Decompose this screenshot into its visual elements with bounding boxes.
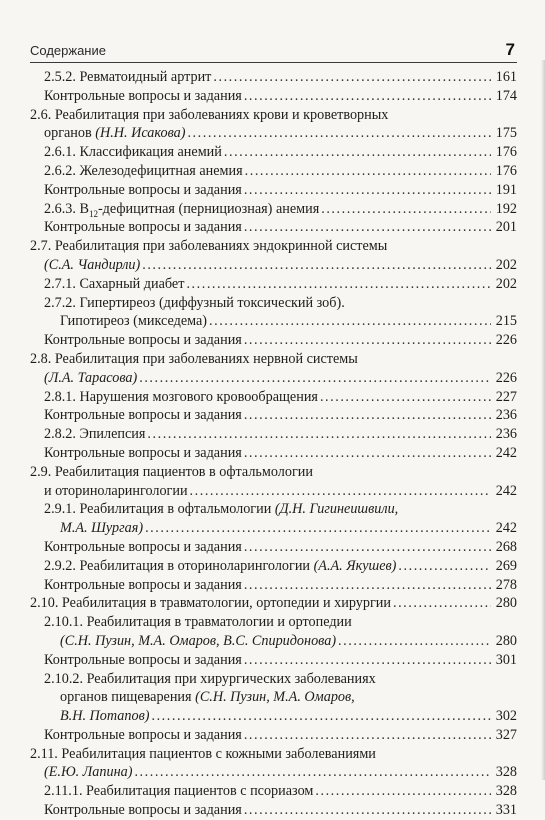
toc-entry xyxy=(30,425,517,444)
toc-entry-authors: (Е.Ю. Лапина) xyxy=(44,764,133,781)
toc-entry xyxy=(30,143,517,162)
toc-entry xyxy=(30,181,517,200)
toc-entry xyxy=(30,200,517,219)
toc-entry-title: Контрольные вопросы и задания xyxy=(44,538,242,555)
toc-entry-title xyxy=(60,519,143,538)
toc-entry-title: 2.6.1. Классификация анемий xyxy=(44,144,222,161)
toc-entry xyxy=(30,726,517,745)
leader-dots xyxy=(393,594,491,613)
page-edge-shadow xyxy=(541,60,545,780)
toc-entry-page: 174 xyxy=(495,87,517,104)
toc-entry-page: 269 xyxy=(495,557,517,574)
toc-entry-authors: (С.А. Чандирли) xyxy=(44,256,141,273)
toc-entry-title: 2.6.2. Железодефицитная анемия xyxy=(44,162,243,179)
toc-entry-page: 215 xyxy=(495,313,517,330)
toc-entry-title: 2.5.2. Ревматоидный артрит xyxy=(44,69,212,85)
leader-dots xyxy=(134,763,491,782)
leader-dots xyxy=(398,557,491,576)
leader-dots xyxy=(244,801,491,820)
toc-entry xyxy=(30,237,517,256)
toc-entry xyxy=(30,688,517,707)
toc-entry-authors: В.Н. Потапов) xyxy=(60,708,150,725)
toc-entry xyxy=(30,294,517,313)
toc-entry-title: 2.6.3. $B_{12}$-дефицитная (пернициозная) анемия xyxy=(44,200,320,219)
leader-dots xyxy=(213,68,491,87)
toc-entry xyxy=(30,275,517,294)
toc-entry xyxy=(30,406,517,425)
leader-dots xyxy=(147,425,491,444)
toc-entry-authors: (С.Н. Пузин, М.А. Омаров, В.С. Спиридонова) xyxy=(60,632,337,649)
leader-dots xyxy=(244,406,491,425)
toc-entry-title: 2.7. Реабилитация при заболеваниях эндокринной системы xyxy=(30,238,388,255)
toc-entry-title: 2.6. Реабилитация при заболеваниях крови и кроветворных xyxy=(30,106,389,123)
toc-entry xyxy=(30,124,517,143)
leader-dots xyxy=(244,87,491,106)
toc-entry-title: Контрольные вопросы и задания xyxy=(44,332,242,349)
toc-entry xyxy=(30,782,517,801)
toc-entry xyxy=(30,482,517,501)
toc-entry-page: 278 xyxy=(495,576,517,593)
toc-entry-page: 328 xyxy=(495,764,517,781)
toc-entry-title: 2.9.2. Реабилитация в оториноларингологии (А.А. Якушев) xyxy=(44,557,397,574)
leader-dots xyxy=(186,275,491,294)
leader-dots xyxy=(244,538,491,557)
toc-entry-page: 161 xyxy=(495,69,517,85)
toc-entry xyxy=(30,444,517,463)
toc-entry xyxy=(30,557,517,576)
toc-entry-authors: М.А. Шургая) xyxy=(60,520,144,537)
toc-entry-title: 2.11.1. Реабилитация пациентов с псориазом xyxy=(44,783,314,800)
toc-entry-page: 236 xyxy=(495,407,517,424)
toc-entry xyxy=(30,707,517,726)
leader-dots xyxy=(320,388,491,407)
toc-entry-page: 192 xyxy=(495,200,517,217)
leader-dots xyxy=(244,444,491,463)
toc-entry-title: органов (Н.Н. Исакова) xyxy=(44,125,186,142)
section-title: Содержание xyxy=(30,43,106,58)
toc-entry-title: органов пищеварения (С.Н. Пузин, М.А. Омаров, xyxy=(60,689,355,706)
toc-entry-title: 2.8.1. Нарушения мозгового кровообращения xyxy=(44,388,318,405)
toc-entry-authors: (Л.А. Тарасова) xyxy=(44,369,138,386)
leader-dots xyxy=(244,218,491,237)
toc-entry-authors: (С.Н. Пузин, М.А. Омаров, xyxy=(195,689,355,706)
toc-entry xyxy=(30,613,517,632)
toc-entry xyxy=(30,256,517,275)
toc-entry-title: Контрольные вопросы и задания xyxy=(44,407,242,424)
toc-entry-title: 2.11. Реабилитация пациентов с кожными заболеваниями xyxy=(30,745,376,762)
toc-entry-page: 242 xyxy=(495,520,517,537)
toc-entry-page: 331 xyxy=(495,802,517,819)
leader-dots xyxy=(209,312,491,331)
leader-dots xyxy=(139,369,491,388)
toc-entry xyxy=(30,519,517,538)
toc-entry xyxy=(30,218,517,237)
toc-entry-title: Контрольные вопросы и задания xyxy=(44,726,242,743)
leader-dots xyxy=(190,482,491,501)
page-number: 7 xyxy=(505,40,515,59)
toc-entry-page: 227 xyxy=(495,388,517,405)
toc-entry xyxy=(30,350,517,369)
table-of-contents xyxy=(30,68,517,820)
toc-entry xyxy=(30,651,517,670)
toc-entry-authors: (А.А. Якушев) xyxy=(313,557,397,574)
toc-entry-page: 202 xyxy=(495,256,517,273)
toc-entry-title: 2.7.1. Сахарный диабет xyxy=(44,275,185,292)
toc-entry-page: 302 xyxy=(495,708,517,725)
toc-entry-title: Контрольные вопросы и задания xyxy=(44,219,242,236)
toc-entry xyxy=(30,576,517,595)
toc-entry xyxy=(30,87,517,106)
toc-entry-title xyxy=(60,707,149,726)
leader-dots xyxy=(187,124,491,143)
toc-entry xyxy=(30,388,517,407)
toc-entry-title: 2.10.1. Реабилитация в травматологии и ортопедии xyxy=(44,614,352,631)
toc-entry-page: 301 xyxy=(495,651,517,668)
toc-entry xyxy=(30,632,517,651)
toc-entry xyxy=(30,538,517,557)
toc-entry xyxy=(30,106,517,125)
toc-entry xyxy=(30,369,517,388)
toc-entry-page: 268 xyxy=(495,538,517,555)
toc-entry-title: Контрольные вопросы и задания xyxy=(44,576,242,593)
toc-entry-page: 226 xyxy=(495,332,517,349)
toc-entry-page: 236 xyxy=(495,426,517,443)
leader-dots xyxy=(244,576,491,595)
toc-entry xyxy=(30,745,517,764)
toc-entry-title xyxy=(44,256,140,275)
leader-dots xyxy=(142,256,491,275)
toc-entry-title: 2.8.2. Эпилепсия xyxy=(44,426,146,443)
toc-entry-page: 176 xyxy=(495,144,517,161)
leader-dots xyxy=(244,651,491,670)
toc-entry-title: 2.7.2. Гипертиреоз (диффузный токсический зоб). xyxy=(44,294,345,311)
toc-entry xyxy=(30,594,517,613)
leader-dots xyxy=(321,200,491,219)
toc-entry-page: 191 xyxy=(495,181,517,198)
toc-entry-title: Гипотиреоз (микседема) xyxy=(60,313,208,330)
leader-dots xyxy=(244,331,491,350)
toc-entry-title: Контрольные вопросы и задания xyxy=(44,651,242,668)
toc-entry-authors: (Н.Н. Исакова) xyxy=(95,125,186,142)
toc-entry-page: 176 xyxy=(495,162,517,179)
toc-entry-page: 328 xyxy=(495,783,517,800)
toc-entry xyxy=(30,670,517,689)
running-header xyxy=(30,38,517,63)
toc-entry-page: 327 xyxy=(495,726,517,743)
leader-dots xyxy=(224,143,491,162)
leader-dots xyxy=(244,181,491,200)
toc-entry-title: Контрольные вопросы и задания xyxy=(44,444,242,461)
toc-entry-title: Контрольные вопросы и задания xyxy=(44,181,242,198)
toc-entry-page: 280 xyxy=(495,632,517,649)
toc-entry-title: 2.10.2. Реабилитация при хирургических заболеваниях xyxy=(44,670,376,687)
leader-dots xyxy=(145,519,491,538)
toc-entry-page: 280 xyxy=(495,595,517,612)
leader-dots xyxy=(244,726,491,745)
toc-entry-title: Контрольные вопросы и задания xyxy=(44,802,242,819)
toc-entry xyxy=(30,68,517,87)
toc-entry xyxy=(30,801,517,820)
toc-entry xyxy=(30,331,517,350)
toc-entry-title: 2.10. Реабилитация в травматологии, ортопедии и хирургии xyxy=(30,595,391,612)
toc-entry xyxy=(30,500,517,519)
toc-entry-title: 2.8. Реабилитация при заболеваниях нервной системы xyxy=(30,350,358,367)
toc-entry-title xyxy=(44,369,137,388)
leader-dots xyxy=(315,782,491,801)
leader-dots xyxy=(245,162,491,181)
toc-entry-title xyxy=(44,763,132,782)
toc-entry-page: 226 xyxy=(495,369,517,386)
toc-entry-title xyxy=(60,632,336,651)
toc-entry xyxy=(30,763,517,782)
leader-dots xyxy=(151,707,491,726)
toc-entry xyxy=(30,463,517,482)
leader-dots xyxy=(338,632,491,651)
toc-entry-page: 202 xyxy=(495,275,517,292)
toc-entry-page: 242 xyxy=(495,444,517,461)
toc-entry-page: 242 xyxy=(495,482,517,499)
toc-entry xyxy=(30,162,517,181)
toc-entry-page: 201 xyxy=(495,219,517,236)
toc-entry-title: 2.9.1. Реабилитация в офтальмологии (Д.Н. Гигинеишвили, xyxy=(44,501,399,518)
toc-entry-title: и оториноларингологии xyxy=(44,482,188,499)
toc-entry-authors: (Д.Н. Гигинеишвили, xyxy=(274,501,399,518)
toc-entry-title: Контрольные вопросы и задания xyxy=(44,87,242,104)
toc-entry-title: 2.9. Реабилитация пациентов в офтальмологии xyxy=(30,463,313,480)
toc-entry xyxy=(30,312,517,331)
toc-entry-page: 175 xyxy=(495,125,517,142)
